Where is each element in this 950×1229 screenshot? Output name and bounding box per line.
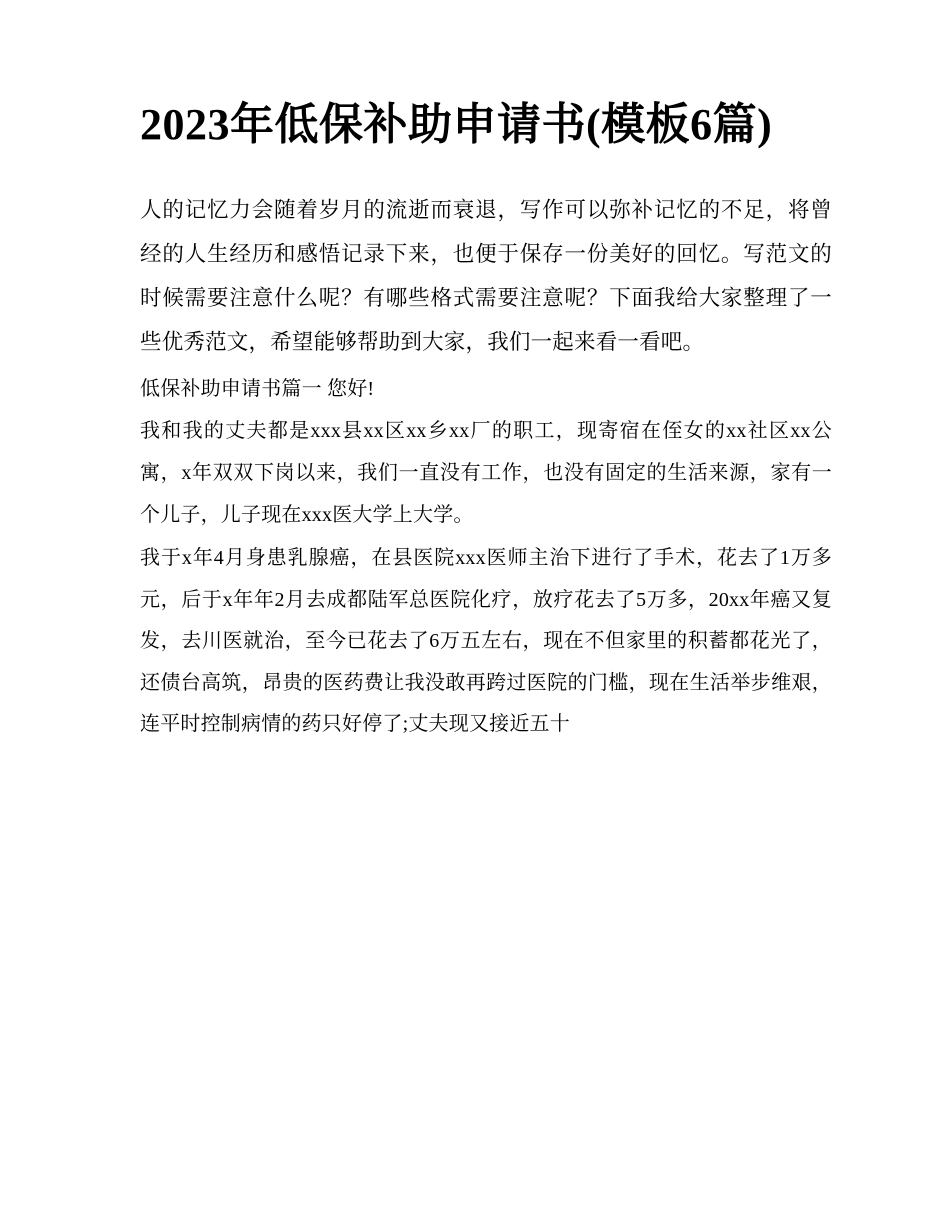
page-title: 2023年低保补助申请书(模板6篇)	[140, 100, 773, 149]
body-paragraph-2: 我于x年4月身患乳腺癌，在县医院xxx医师主治下进行了手术，花去了1万多元，后于x年年2月去成都陆军总医院化疗，放疗花去了5万多，20xx年癌又复发，去川医就治，至今已花去了6万五左右，现在不但家里的积蓄都花光了，还债台高筑，昂贵的医药费让我没敢再跨过医院的门槛，现在生活举步维艰，连平时控制病情的药只好停了;丈夫现又接近五十	[140, 547, 832, 736]
body-paragraph-1: 我和我的丈夫都是xxx县xx区xx乡xx厂的职工，现寄宿在侄女的xx社区xx公寓，x年双双下岗以来，我们一直没有工作，也没有固定的生活来源，家有一个儿子，儿子现在xxx医大学上大学。	[140, 420, 832, 526]
section-heading: 低保补助申请书篇一 您好!	[140, 378, 375, 401]
intro-paragraph: 人的记忆力会随着岁月的流逝而衰退，写作可以弥补记忆的不足，将曾经的人生经历和感悟记录下来，也便于保存一份美好的回忆。写范文的时候需要注意什么呢？有哪些格式需要注意呢？下面我给大家整理了一些优秀范文，希望能够帮助到大家，我们一起来看一看吧。	[140, 198, 832, 355]
